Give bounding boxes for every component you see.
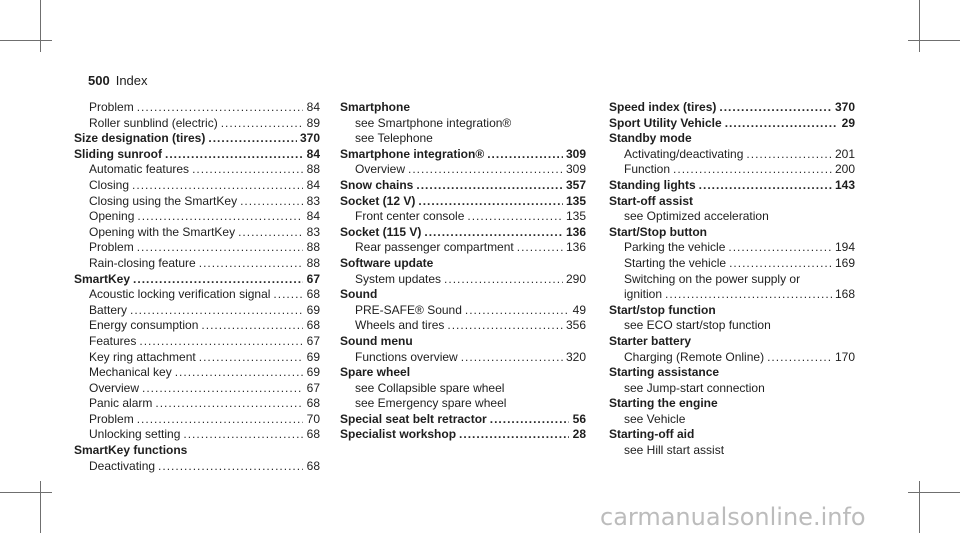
entry-term: Software update <box>340 255 434 270</box>
index-entry <box>74 194 320 210</box>
index-entry <box>74 459 320 475</box>
entry-term: see Emergency spare wheel <box>355 396 507 411</box>
crop-mark-bottom-right-horizontal <box>908 492 960 493</box>
index-entry <box>609 272 855 288</box>
index-entry <box>340 334 586 350</box>
index-entry <box>74 318 320 334</box>
entry-term: Snow chains <box>340 177 414 192</box>
dot-leader <box>199 256 303 272</box>
entry-term: Acoustic locking verification signal <box>89 287 271 302</box>
entry-term: Start/stop function <box>609 302 716 317</box>
index-entry <box>340 116 586 132</box>
dot-leader <box>728 240 832 256</box>
index-entry <box>74 147 320 163</box>
dot-leader <box>408 162 563 178</box>
entry-term: see Jump-start connection <box>624 380 765 395</box>
entry-page-link[interactable]: 49 <box>572 302 586 317</box>
entry-term: SmartKey <box>74 271 131 286</box>
index-entry <box>609 240 855 256</box>
entry-page-link[interactable]: 56 <box>572 411 586 426</box>
index-entry <box>340 209 586 225</box>
index-entry <box>340 178 586 194</box>
entry-page-link[interactable]: 70 <box>306 411 320 426</box>
entry-page-link[interactable]: 309 <box>565 162 586 177</box>
entry-term: Starting-off aid <box>609 427 695 442</box>
index-entry <box>74 178 320 194</box>
entry-page-link[interactable]: 68 <box>306 287 320 302</box>
entry-term: Starting assistance <box>609 365 720 380</box>
entry-term: Rain-closing feature <box>89 255 196 270</box>
entry-page-link[interactable]: 170 <box>834 349 855 364</box>
entry-page-link[interactable]: 68 <box>306 318 320 333</box>
entry-page-link[interactable]: 83 <box>306 193 320 208</box>
dot-leader <box>725 116 838 132</box>
index-entry <box>74 100 320 116</box>
entry-page-link[interactable]: 200 <box>834 162 855 177</box>
entry-term: Wheels and tires <box>355 318 445 333</box>
entry-page-link[interactable]: 135 <box>565 193 586 208</box>
index-column-3 <box>609 100 855 459</box>
index-entry <box>74 381 320 397</box>
crop-mark-bottom-left-vertical <box>40 481 41 533</box>
entry-term: Charging (Remote Online) <box>624 349 765 364</box>
entry-term: Sound <box>340 287 378 302</box>
index-entry <box>609 381 855 397</box>
index-entry <box>340 381 586 397</box>
dot-leader <box>517 240 563 256</box>
entry-term: Starter battery <box>609 333 692 348</box>
dot-leader <box>240 194 303 210</box>
entry-term: Roller sunblind (electric) <box>89 115 218 130</box>
entry-term: Activating/deactivating <box>624 146 744 161</box>
dot-leader <box>699 178 832 194</box>
index-entry <box>340 318 586 334</box>
index-entry <box>340 225 586 241</box>
entry-page-link[interactable]: 67 <box>306 333 320 348</box>
crop-mark-top-left-vertical <box>40 0 41 52</box>
dot-leader <box>133 272 303 288</box>
index-entry <box>74 272 320 288</box>
dot-leader <box>465 303 569 319</box>
index-column-2 <box>340 100 586 443</box>
dot-leader <box>142 381 303 397</box>
entry-page-link[interactable]: 84 <box>306 100 320 114</box>
index-entry <box>74 350 320 366</box>
entry-term: see Collapsible spare wheel <box>355 380 505 395</box>
entry-term: Deactivating <box>89 458 156 473</box>
dot-leader <box>746 147 832 163</box>
entry-term: Smartphone <box>340 100 411 114</box>
dot-leader <box>192 162 303 178</box>
index-entry <box>609 209 855 225</box>
entry-term: Smartphone integration® <box>340 146 485 161</box>
index-entry <box>340 240 586 256</box>
entry-page-link[interactable]: 370 <box>834 100 855 114</box>
entry-term: Functions overview <box>355 349 458 364</box>
entry-term: Socket (115 V) <box>340 224 422 239</box>
entry-term: Overview <box>355 162 406 177</box>
entry-page-link[interactable]: 84 <box>306 209 320 224</box>
entry-term: ignition <box>624 287 663 302</box>
entry-term: Spare wheel <box>340 365 411 380</box>
entry-term: Closing using the SmartKey <box>89 193 238 208</box>
dot-leader <box>490 412 569 428</box>
entry-term: Standby mode <box>609 131 692 146</box>
entry-term: see Vehicle <box>624 411 686 426</box>
entry-page-link[interactable]: 28 <box>572 427 586 442</box>
entry-term: Problem <box>89 100 134 114</box>
entry-page-link[interactable]: 194 <box>834 240 855 255</box>
dot-leader <box>487 147 563 163</box>
watermark: carmanualsonline.info <box>600 503 866 531</box>
index-entry <box>74 209 320 225</box>
dot-leader <box>208 131 297 147</box>
index-entry <box>340 396 586 412</box>
crop-mark-top-right-vertical <box>919 0 920 52</box>
entry-page-link[interactable]: 370 <box>299 131 320 146</box>
index-entry <box>609 162 855 178</box>
dot-leader <box>238 225 303 241</box>
entry-page-link[interactable]: 357 <box>565 177 586 192</box>
index-entry <box>609 194 855 210</box>
entry-page-link[interactable]: 67 <box>306 271 320 286</box>
index-entry <box>340 131 586 147</box>
entry-term: Special seat belt retractor <box>340 411 487 426</box>
crop-mark-bottom-left-horizontal <box>0 492 52 493</box>
index-entry <box>340 162 586 178</box>
entry-term: Starting the vehicle <box>624 255 727 270</box>
entry-page-link[interactable]: 84 <box>306 146 320 161</box>
entry-term: see Telephone <box>355 131 433 146</box>
index-entry <box>340 365 586 381</box>
entry-page-link[interactable]: 201 <box>834 146 855 161</box>
entry-page-link[interactable]: 88 <box>306 162 320 177</box>
crop-mark-top-left-horizontal <box>0 40 52 41</box>
entry-term: Sport Utility Vehicle <box>609 115 722 130</box>
dot-leader <box>221 116 303 132</box>
entry-term: Sound menu <box>340 333 413 348</box>
dot-leader <box>201 318 303 334</box>
dot-leader <box>424 225 563 241</box>
entry-page-link[interactable]: 143 <box>834 177 855 192</box>
entry-term: Switching on the power supply or <box>624 271 801 286</box>
index-entry <box>609 318 855 334</box>
index-entry <box>340 147 586 163</box>
entry-page-link[interactable]: 29 <box>841 115 855 130</box>
entry-term: Size designation (tires) <box>74 131 206 146</box>
index-entry <box>340 194 586 210</box>
index-entry <box>74 303 320 319</box>
entry-page-link[interactable]: 68 <box>306 396 320 411</box>
crop-mark-top-right-horizontal <box>908 40 960 41</box>
entry-term: Mechanical key <box>89 365 172 380</box>
index-entry <box>609 100 855 116</box>
entry-page-link[interactable]: 356 <box>565 318 586 333</box>
entry-page-link[interactable]: 88 <box>306 255 320 270</box>
entry-page-link[interactable]: 309 <box>565 146 586 161</box>
index-entry <box>74 225 320 241</box>
entry-term: Socket (12 V) <box>340 193 416 208</box>
entry-term: see Hill start assist <box>624 443 725 458</box>
dot-leader <box>130 303 303 319</box>
entry-term: Closing <box>89 177 130 192</box>
entry-term: Sliding sunroof <box>74 146 162 161</box>
dot-leader <box>137 240 303 256</box>
dot-leader <box>137 412 303 428</box>
entry-term: Speed index (tires) <box>609 100 717 114</box>
entry-page-link[interactable]: 69 <box>306 349 320 364</box>
index-entry <box>340 100 586 116</box>
dot-leader <box>183 427 303 443</box>
entry-term: Energy consumption <box>89 318 199 333</box>
entry-page-link[interactable]: 320 <box>565 349 586 364</box>
index-entry <box>74 334 320 350</box>
dot-leader <box>459 427 569 443</box>
entry-page-link[interactable]: 89 <box>306 115 320 130</box>
entry-term: Standing lights <box>609 177 696 192</box>
index-entry <box>340 350 586 366</box>
entry-term: see Optimized acceleration <box>624 209 769 224</box>
page-header <box>88 73 148 88</box>
dot-leader <box>729 256 832 272</box>
dot-leader <box>467 209 563 225</box>
dot-leader <box>199 350 303 366</box>
index-entry <box>74 427 320 443</box>
index-entry <box>74 131 320 147</box>
entry-page-link[interactable]: 68 <box>306 458 320 473</box>
dot-leader <box>137 209 303 225</box>
dot-leader <box>418 194 563 210</box>
entry-page-link[interactable]: 169 <box>834 255 855 270</box>
entry-page-link[interactable]: 69 <box>306 365 320 380</box>
entry-term: Rear passenger compartment <box>355 240 514 255</box>
index-entry <box>74 365 320 381</box>
entry-term: System updates <box>355 271 442 286</box>
entry-term: Overview <box>89 380 140 395</box>
entry-term: Front center console <box>355 209 465 224</box>
index-entry <box>609 334 855 350</box>
index-entry <box>609 365 855 381</box>
index-entry <box>609 303 855 319</box>
entry-term: Problem <box>89 240 134 255</box>
dot-leader <box>158 459 303 475</box>
dot-leader <box>461 350 563 366</box>
index-entry <box>340 427 586 443</box>
entry-term: see ECO start/stop function <box>624 318 771 333</box>
entry-term: Features <box>89 333 137 348</box>
dot-leader <box>444 272 563 288</box>
dot-leader <box>165 147 303 163</box>
index-entry <box>609 131 855 147</box>
index-entry <box>74 443 320 459</box>
entry-term: see Smartphone integration® <box>355 115 512 130</box>
dot-leader <box>673 162 832 178</box>
entry-term: Battery <box>89 302 128 317</box>
entry-page-link[interactable]: 136 <box>565 240 586 255</box>
index-entry <box>74 240 320 256</box>
entry-term: Opening <box>89 209 135 224</box>
index-entry <box>340 303 586 319</box>
index-entry <box>74 412 320 428</box>
index-entry <box>74 116 320 132</box>
dot-leader <box>273 287 303 303</box>
index-entry <box>609 396 855 412</box>
entry-page-link[interactable]: 83 <box>306 224 320 239</box>
dot-leader <box>719 100 832 116</box>
index-entry <box>74 287 320 303</box>
entry-term: Key ring attachment <box>89 349 196 364</box>
entry-page-link[interactable]: 69 <box>306 302 320 317</box>
index-entry <box>340 272 586 288</box>
entry-term: Start-off assist <box>609 193 694 208</box>
entry-page-link[interactable]: 136 <box>565 224 586 239</box>
index-entry <box>74 396 320 412</box>
index-entry <box>609 256 855 272</box>
dot-leader <box>447 318 563 334</box>
dot-leader <box>139 334 303 350</box>
entry-page-link[interactable]: 84 <box>306 177 320 192</box>
index-entry <box>609 287 855 303</box>
index-entry <box>340 412 586 428</box>
index-entry <box>609 116 855 132</box>
entry-term: Starting the engine <box>609 396 718 411</box>
entry-term: Parking the vehicle <box>624 240 726 255</box>
entry-term: SmartKey functions <box>74 443 188 458</box>
page-number: 500 <box>88 73 110 88</box>
entry-term: Function <box>624 162 671 177</box>
index-entry <box>609 443 855 459</box>
dot-leader <box>137 100 303 116</box>
index-entry <box>609 350 855 366</box>
index-entry <box>609 412 855 428</box>
dot-leader <box>416 178 563 194</box>
entry-term: Specialist workshop <box>340 427 457 442</box>
entry-term: Panic alarm <box>89 396 153 411</box>
index-entry <box>340 256 586 272</box>
index-column-1 <box>74 100 320 474</box>
entry-term: Problem <box>89 411 134 426</box>
entry-page-link[interactable]: 135 <box>565 209 586 224</box>
dot-leader <box>132 178 303 194</box>
index-entry <box>609 427 855 443</box>
dot-leader <box>665 287 832 303</box>
index-entry <box>609 225 855 241</box>
dot-leader <box>767 350 832 366</box>
entry-term: Start/Stop button <box>609 224 707 239</box>
entry-page-link[interactable]: 68 <box>306 427 320 442</box>
index-entry <box>609 178 855 194</box>
dot-leader <box>155 396 303 412</box>
entry-term: Automatic features <box>89 162 190 177</box>
entry-page-link[interactable]: 168 <box>834 287 855 302</box>
dot-leader <box>175 365 303 381</box>
entry-page-link[interactable]: 88 <box>306 240 320 255</box>
entry-page-link[interactable]: 67 <box>306 380 320 395</box>
entry-page-link[interactable]: 290 <box>565 271 586 286</box>
entry-term: PRE-SAFE® Sound <box>355 302 462 317</box>
index-entry <box>74 162 320 178</box>
index-entry <box>609 147 855 163</box>
section-title: Index <box>115 73 148 88</box>
index-entry <box>74 256 320 272</box>
entry-term: Opening with the SmartKey <box>89 224 236 239</box>
entry-term: Unlocking setting <box>89 427 181 442</box>
index-entry <box>340 287 586 303</box>
